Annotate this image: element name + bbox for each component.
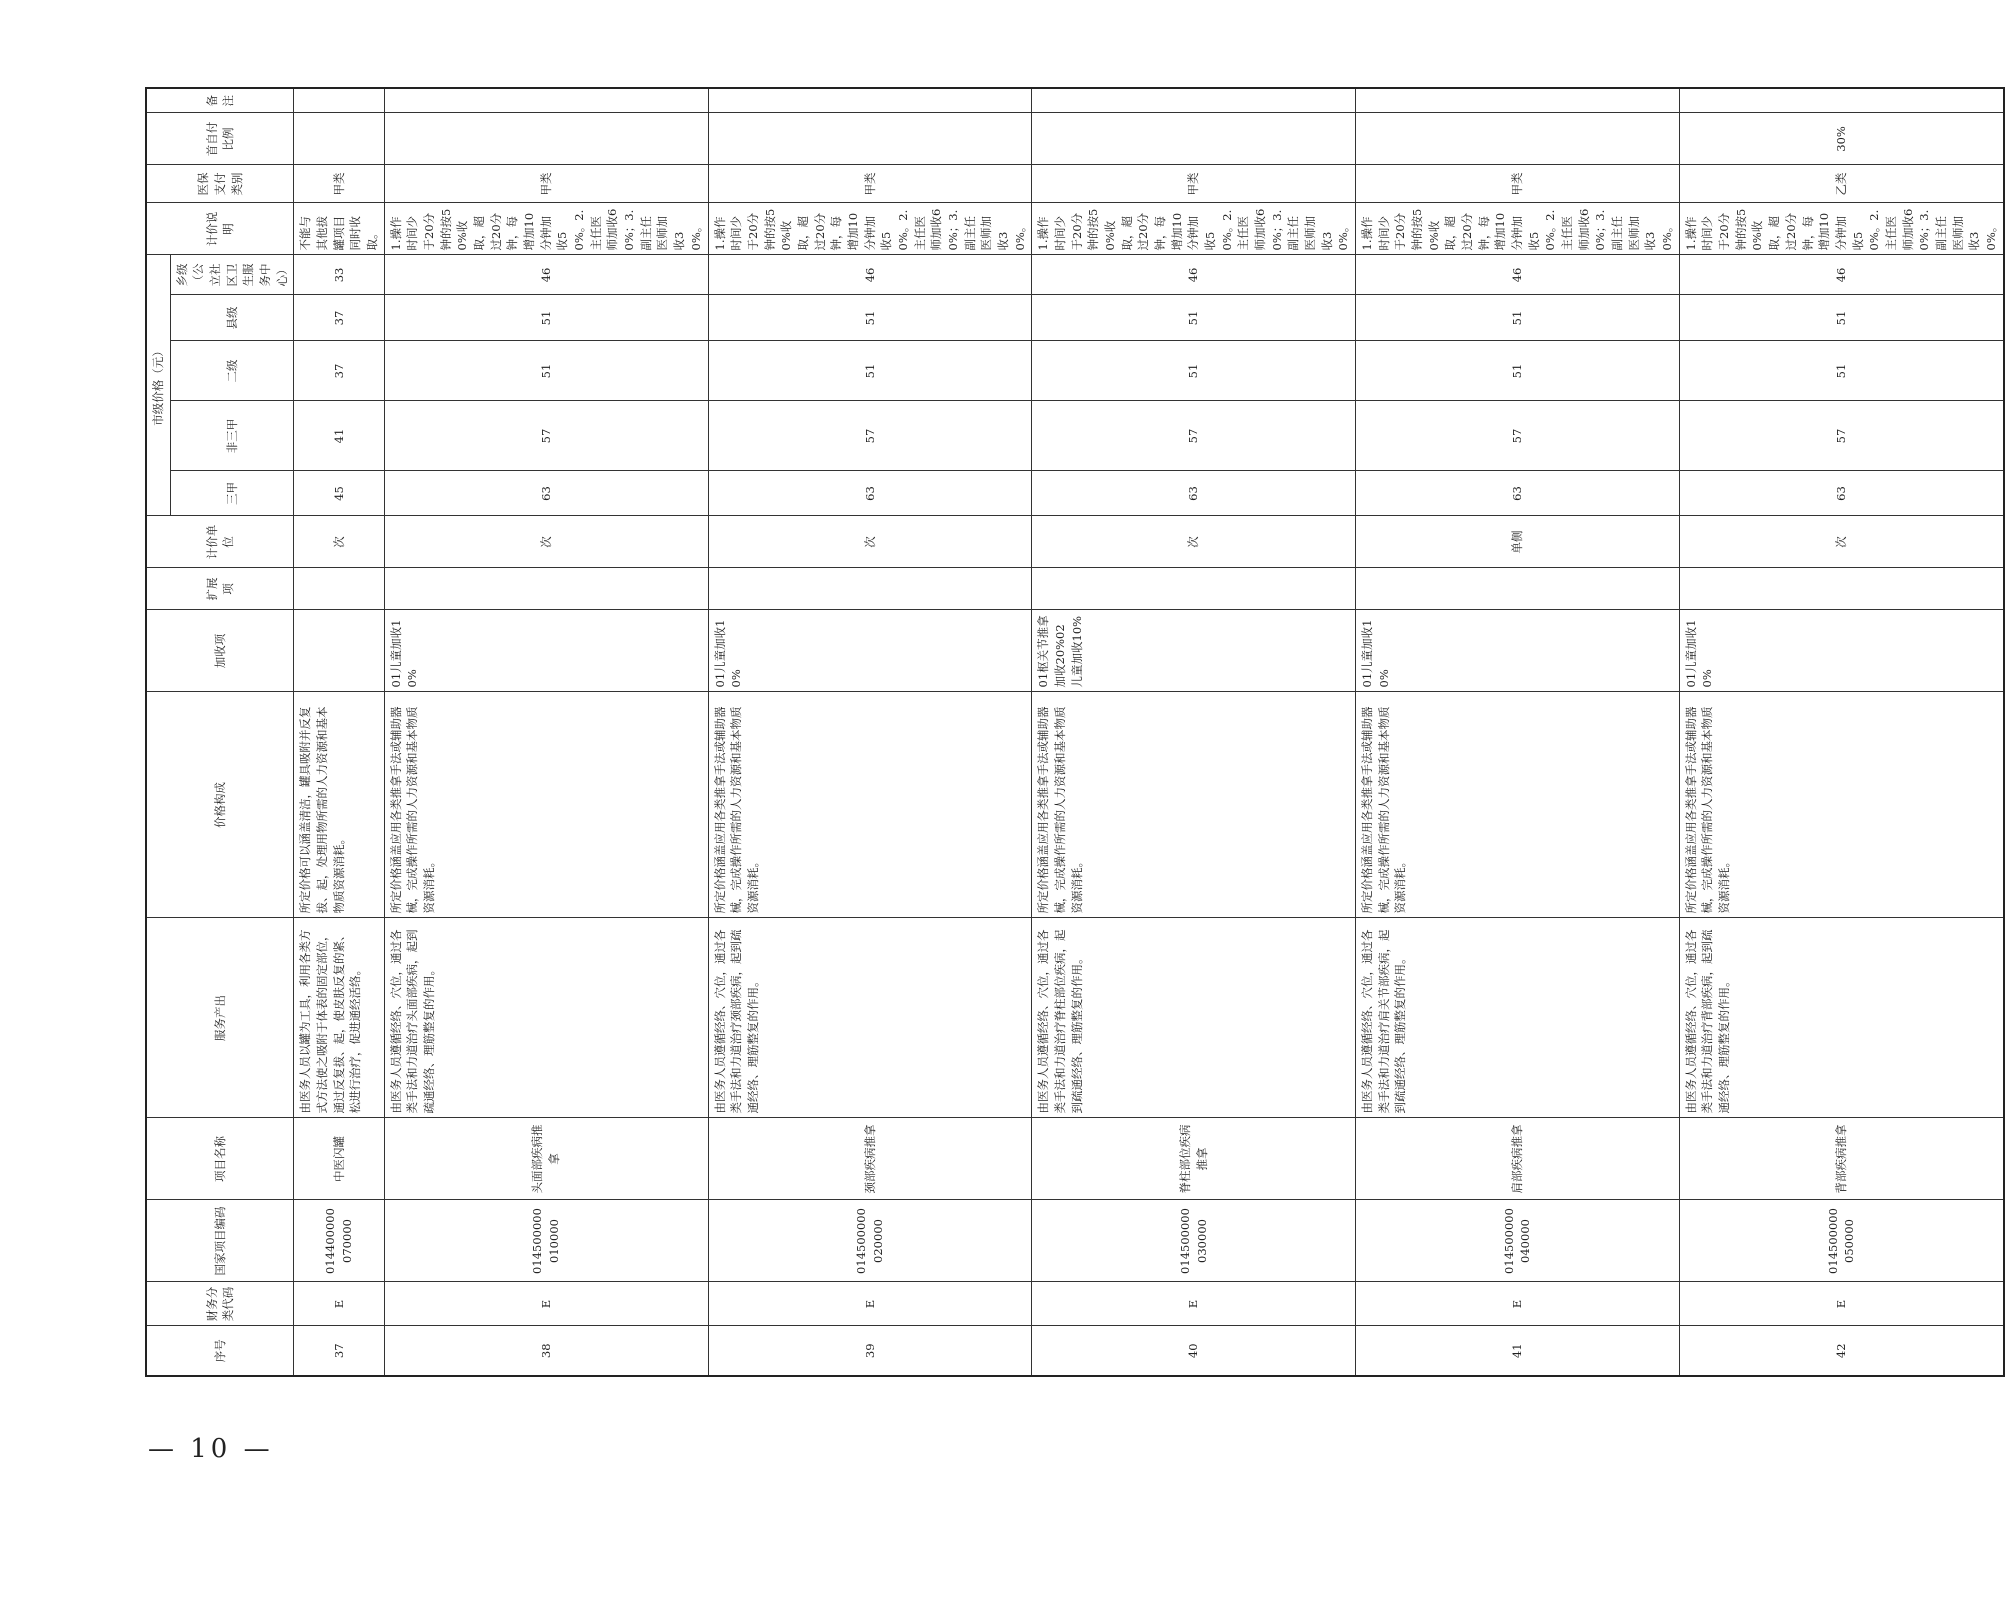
cell-name: 中医闪罐 [294, 1118, 384, 1200]
header-unit: 计价单位 [146, 516, 294, 568]
cell-remark [1032, 88, 1356, 113]
cell-price-tier-2: 57 [1356, 401, 1680, 471]
cell-unit: 次 [294, 516, 384, 568]
cell-national-code: 014500000020000 [708, 1200, 1032, 1282]
cell-surcharge: 01枢关节推拿加收20%02儿童加收10% [1032, 610, 1356, 692]
table-row [294, 88, 384, 1376]
cell-composition: 所定价格涵盖应用各类推拿手法或辅助器械，完成操作所需的人力资源和基本物质资源消耗。 [1032, 692, 1356, 918]
cell-price-tier-1: 63 [708, 471, 1032, 516]
cell-insurance: 甲类 [708, 165, 1032, 203]
cell-surcharge: 01儿童加收10% [1679, 610, 2003, 692]
cell-price-tier-1: 45 [294, 471, 384, 516]
header-composition: 价格构成 [146, 692, 294, 918]
cell-remark [294, 88, 384, 113]
cell-fin-code: E [384, 1282, 708, 1326]
cell-surcharge: 01儿童加收10% [708, 610, 1032, 692]
header-seq: 序号 [146, 1326, 294, 1376]
cell-remark [1679, 88, 2003, 113]
cell-pricing-note: 1.操作时间少于20分钟的按50%收取，超过20分钟，每增加10分钟加收50%。2.主任医师加收60%；3.副主任医师加收30%。 [384, 203, 708, 255]
cell-national-code: 014500000030000 [1032, 1200, 1356, 1282]
cell-extension [1032, 568, 1356, 610]
cell-fin-code: E [708, 1282, 1032, 1326]
cell-price-tier-5: 33 [294, 255, 384, 295]
cell-price-tier-1: 63 [1356, 471, 1680, 516]
cell-pricing-note: 1.操作时间少于20分钟的按50%收取，超过20分钟，每增加10分钟加收50%。2.主任医师加收60%；3.副主任医师加收30%。 [708, 203, 1032, 255]
cell-price-tier-3: 51 [1356, 341, 1680, 401]
cell-composition: 所定价格涵盖应用各类推拿手法或辅助器械，完成操作所需的人力资源和基本物质资源消耗。 [1679, 692, 2003, 918]
cell-unit: 次 [708, 516, 1032, 568]
header-tier-5: 乡级（公立社区卫生服务中心） [170, 255, 294, 295]
cell-pricing-note: 1.操作时间少于20分钟的按50%收取，超过20分钟，每增加10分钟加收50%。2.主任医师加收60%；3.副主任医师加收30%。 [1032, 203, 1356, 255]
cell-price-tier-4: 51 [1679, 295, 2003, 341]
header-fin-code: 财务分类代码 [146, 1282, 294, 1326]
cell-price-tier-4: 51 [384, 295, 708, 341]
cell-price-tier-3: 51 [1032, 341, 1356, 401]
cell-insurance: 乙类 [1679, 165, 2003, 203]
header-extension: 扩展项 [146, 568, 294, 610]
cell-extension [1679, 568, 2003, 610]
cell-seq: 42 [1679, 1326, 2003, 1376]
header-remark: 备注 [146, 88, 294, 113]
cell-seq: 41 [1356, 1326, 1680, 1376]
cell-unit: 次 [384, 516, 708, 568]
cell-surcharge: 01儿童加收10% [384, 610, 708, 692]
cell-price-tier-2: 57 [384, 401, 708, 471]
header-city-price: 市级价格（元） [146, 255, 170, 516]
cell-composition: 所定价格可以涵盖清洁，罐具吸附并反复拔、起，处理用物所需的人力资源和基本物质资源消耗。 [294, 692, 384, 918]
header-tier-3: 二级 [170, 341, 294, 401]
cell-composition: 所定价格涵盖应用各类推拿手法或辅助器械，完成操作所需的人力资源和基本物质资源消耗。 [708, 692, 1032, 918]
header-tier-4: 县级 [170, 295, 294, 341]
cell-price-tier-1: 63 [1679, 471, 2003, 516]
cell-insurance: 甲类 [1032, 165, 1356, 203]
cell-insurance: 甲类 [1356, 165, 1680, 203]
header-copay: 首自付比例 [146, 113, 294, 165]
header-tier-1: 三甲 [170, 471, 294, 516]
cell-price-tier-5: 46 [708, 255, 1032, 295]
header-surcharge: 加收项 [146, 610, 294, 692]
header-row [146, 88, 170, 1376]
cell-service: 由医务人员遵循经络、穴位，通过各类手法和力道治疗脊柱部位疾病，起到疏通经络、理筋整复的作用。 [1032, 918, 1356, 1118]
cell-copay [1356, 113, 1680, 165]
cell-price-tier-1: 63 [1032, 471, 1356, 516]
cell-price-tier-3: 37 [294, 341, 384, 401]
cell-name: 颈部疾病推拿 [708, 1118, 1032, 1200]
cell-name: 脊柱部位疾病推拿 [1032, 1118, 1356, 1200]
cell-name: 背部疾病推拿 [1679, 1118, 2003, 1200]
cell-national-code: 014500000050000 [1679, 1200, 2003, 1282]
header-tier-2: 非三甲 [170, 401, 294, 471]
cell-copay: 30% [1679, 113, 2003, 165]
cell-name: 肩部疾病推拿 [1356, 1118, 1680, 1200]
cell-unit: 次 [1032, 516, 1356, 568]
cell-price-tier-1: 63 [384, 471, 708, 516]
cell-price-tier-2: 57 [708, 401, 1032, 471]
table-row [1032, 88, 1356, 1376]
cell-unit: 单侧 [1356, 516, 1680, 568]
cell-price-tier-5: 46 [1032, 255, 1356, 295]
cell-extension [708, 568, 1032, 610]
cell-composition: 所定价格涵盖应用各类推拿手法或辅助器械，完成操作所需的人力资源和基本物质资源消耗。 [1356, 692, 1680, 918]
header-national-code: 国家项目编码 [146, 1200, 294, 1282]
cell-seq: 39 [708, 1326, 1032, 1376]
cell-seq: 40 [1032, 1326, 1356, 1376]
cell-national-code: 014400000070000 [294, 1200, 384, 1282]
cell-surcharge [294, 610, 384, 692]
cell-copay [708, 113, 1032, 165]
cell-surcharge: 01儿童加收10% [1356, 610, 1680, 692]
cell-pricing-note: 不能与其他拔罐项目同时收取。 [294, 203, 384, 255]
header-insurance: 医保支付类别 [146, 165, 294, 203]
table-row [708, 88, 1032, 1376]
cell-seq: 37 [294, 1326, 384, 1376]
cell-unit: 次 [1679, 516, 2003, 568]
cell-national-code: 014500000010000 [384, 1200, 708, 1282]
cell-pricing-note: 1.操作时间少于20分钟的按50%收取，超过20分钟，每增加10分钟加收50%。2.主任医师加收60%；3.副主任医师加收30%。 [1356, 203, 1680, 255]
cell-fin-code: E [294, 1282, 384, 1326]
cell-insurance: 甲类 [384, 165, 708, 203]
cell-extension [384, 568, 708, 610]
cell-service: 由医务人员遵循经络、穴位，通过各类手法和力道治疗背部疾病，起到疏通经络、理筋整复的作用。 [1679, 918, 2003, 1118]
cell-fin-code: E [1679, 1282, 2003, 1326]
header-name: 项目名称 [146, 1118, 294, 1200]
cell-price-tier-5: 46 [1679, 255, 2003, 295]
page-number: — 10 — [148, 1434, 274, 1464]
rotated-price-table-container [145, 87, 1998, 1377]
cell-remark [1356, 88, 1680, 113]
table-row [1679, 88, 2003, 1376]
cell-extension [294, 568, 384, 610]
cell-price-tier-3: 51 [708, 341, 1032, 401]
header-service: 服务产出 [146, 918, 294, 1118]
cell-price-tier-2: 57 [1032, 401, 1356, 471]
cell-service: 由医务人员遵循经络、穴位，通过各类手法和力道治疗肩关节部疾病，起到疏通经络、理筋整复的作用。 [1356, 918, 1680, 1118]
cell-fin-code: E [1356, 1282, 1680, 1326]
cell-service: 由医务人员以罐为工具，利用各类方式方法使之吸附于体表的固定部位，通过反复拔、起，使皮肤反复的紧、松进行治疗，促进通经活络。 [294, 918, 384, 1118]
cell-price-tier-5: 46 [384, 255, 708, 295]
price-table [145, 87, 2005, 1377]
cell-price-tier-4: 51 [1032, 295, 1356, 341]
cell-fin-code: E [1032, 1282, 1356, 1326]
cell-copay [1032, 113, 1356, 165]
cell-price-tier-2: 57 [1679, 401, 2003, 471]
cell-price-tier-4: 37 [294, 295, 384, 341]
cell-price-tier-3: 51 [1679, 341, 2003, 401]
cell-service: 由医务人员遵循经络、穴位，通过各类手法和力道治疗颈部疾病，起到疏通经络、理筋整复的作用。 [708, 918, 1032, 1118]
table-row [1356, 88, 1680, 1376]
cell-price-tier-2: 41 [294, 401, 384, 471]
cell-pricing-note: 1.操作时间少于20分钟的按50%收取，超过20分钟，每增加10分钟加收50%。2.主任医师加收60%；3.副主任医师加收30%。 [1679, 203, 2003, 255]
cell-seq: 38 [384, 1326, 708, 1376]
cell-national-code: 014500000040000 [1356, 1200, 1680, 1282]
cell-price-tier-5: 46 [1356, 255, 1680, 295]
cell-remark [708, 88, 1032, 113]
cell-insurance: 甲类 [294, 165, 384, 203]
cell-copay [294, 113, 384, 165]
cell-copay [384, 113, 708, 165]
cell-price-tier-4: 51 [708, 295, 1032, 341]
cell-service: 由医务人员遵循经络、穴位，通过各类手法和力道治疗头面部疾病，起到疏通经络、理筋整复的作用。 [384, 918, 708, 1118]
header-pricing-note: 计价说明 [146, 203, 294, 255]
cell-price-tier-4: 51 [1356, 295, 1680, 341]
cell-composition: 所定价格涵盖应用各类推拿手法或辅助器械，完成操作所需的人力资源和基本物质资源消耗。 [384, 692, 708, 918]
cell-price-tier-3: 51 [384, 341, 708, 401]
cell-remark [384, 88, 708, 113]
cell-extension [1356, 568, 1680, 610]
cell-name: 头面部疾病推拿 [384, 1118, 708, 1200]
table-row [384, 88, 708, 1376]
